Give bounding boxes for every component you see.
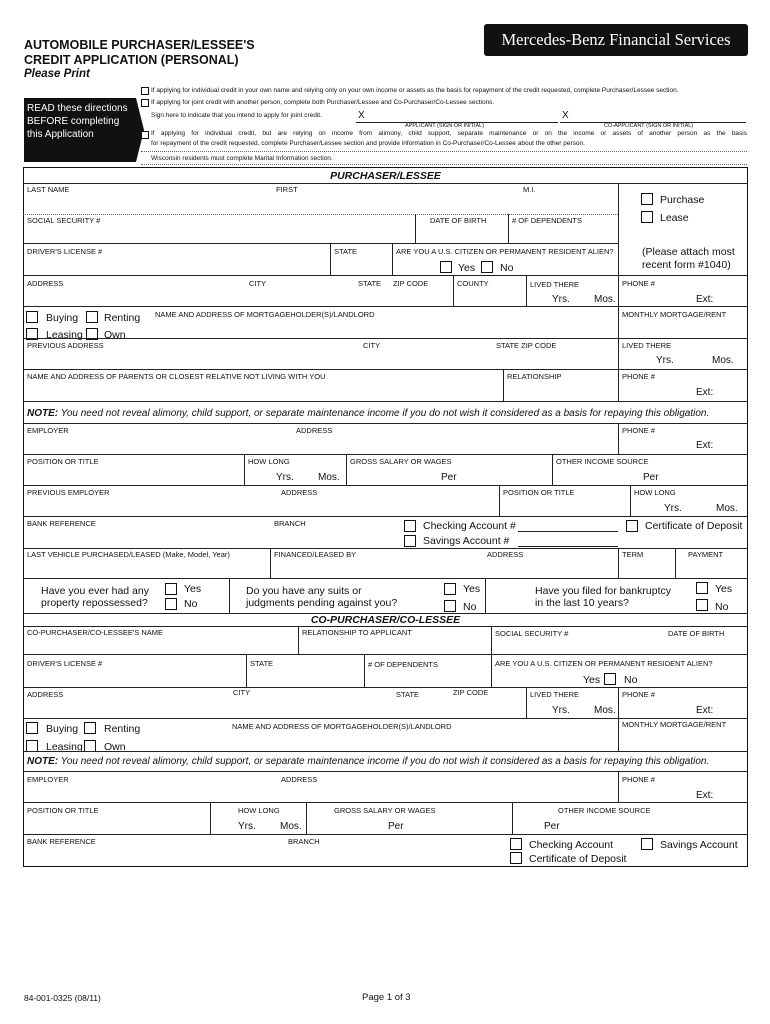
mi-label: M.I. (523, 185, 536, 194)
suits-no-label: No (463, 601, 477, 613)
co-name-label: CO-PURCHASER/CO-LESSEE'S NAME (27, 628, 164, 637)
co-renting-checkbox[interactable] (84, 722, 96, 734)
suits-question-1: Do you have any suits or (246, 585, 362, 597)
copurchaser-note (27, 756, 709, 768)
co-employer-ext-label: Ext: (696, 790, 714, 801)
lease-label: Lease (660, 212, 689, 224)
drivers-license-label: DRIVER'S LICENSE # (27, 247, 103, 256)
other-income-label: OTHER INCOME SOURCE (556, 457, 649, 466)
co-lived-mos-label: Mos. (594, 705, 616, 716)
leasing-label: Leasing (46, 329, 83, 341)
co-dl-state-label: STATE (250, 659, 274, 668)
co-dob-label: DATE OF BIRTH (668, 629, 725, 638)
co-position-label: POSITION OR TITLE (27, 806, 99, 815)
co-phone-ext-label: Ext: (696, 705, 714, 716)
citizen-yes-checkbox[interactable] (440, 261, 452, 273)
option-relying-text-1: If applying for individual credit, but are relying on income from alimony, child support, separate maintenance or on the income or assets of another person as the basis (151, 130, 747, 137)
address-label: ADDRESS (27, 279, 64, 288)
bankruptcy-no-checkbox[interactable] (696, 599, 708, 611)
page-number: Page 1 of 3 (362, 992, 411, 1003)
note-text: You need not reveal alimony, child support, or separate maintenance income if you do not wish it considered as a basis for repaying this obligation. (58, 408, 710, 419)
last-name-field[interactable] (25, 194, 617, 212)
co-monthly-mortgage-label: MONTHLY MORTGAGE/RENT (622, 720, 727, 729)
prev-how-long-label: HOW LONG (634, 488, 676, 497)
prev-city-label: CITY (363, 341, 381, 350)
zip-label: ZIP CODE (393, 279, 429, 288)
bank-branch-label: BRANCH (274, 519, 306, 528)
directions-arrow (136, 98, 144, 162)
directions-line1: READ these directions (27, 103, 128, 114)
wisconsin-note: Wisconsin residents must complete Marital Information section. (151, 155, 333, 162)
co-lived-yrs-label: Yrs. (552, 705, 570, 716)
address-field[interactable] (25, 288, 451, 304)
directions-line3: this Application (27, 129, 94, 140)
prev-lived-mos-label: Mos. (712, 355, 734, 366)
co-employer-phone-label: PHONE # (622, 775, 655, 784)
county-label: COUNTY (457, 279, 489, 288)
buying-label: Buying (46, 312, 79, 324)
co-salary-per-label: Per (388, 821, 404, 832)
relative-phone-label: PHONE # (622, 372, 655, 381)
coapplicant-signature-field[interactable] (560, 110, 746, 123)
co-how-long-label: HOW LONG (238, 806, 280, 815)
prev-how-long-mos: Mos. (716, 503, 738, 514)
co-note-text: You need not reveal alimony, child support, or separate maintenance income if you do not wish it considered as a basis for repaying this obligation. (58, 756, 710, 767)
bankruptcy-question-2: in the last 10 years? (535, 597, 629, 609)
form-title-line2: CREDIT APPLICATION (PERSONAL) (24, 53, 239, 67)
term-label: TERM (622, 550, 644, 559)
co-own-label: Own (104, 741, 126, 753)
brand-name: Mercedes-Benz Financial Services (501, 30, 731, 49)
co-citizen-yes-checkbox[interactable] (604, 673, 616, 685)
co-other-income-label: OTHER INCOME SOURCE (558, 806, 651, 815)
co-gross-salary-label: GROSS SALARY OR WAGES (334, 806, 436, 815)
sign-here-text: Sign here to indicate that you intend to apply for joint credit. (151, 112, 322, 119)
co-state-label: STATE (396, 690, 420, 699)
co-address-label: ADDRESS (27, 690, 64, 699)
citizen-question: ARE YOU A U.S. CITIZEN OR PERMANENT RESIDENT ALIEN? (396, 247, 614, 256)
option-relying-text-2: for repayment of the credit requested, complete Purchaser/Lessee section and provide information in Co-Purchaser/Co-Lessee about the other person. (151, 140, 585, 147)
bank-ref-label: BANK REFERENCE (27, 519, 96, 528)
applicant-sign-label: APPLICANT (SIGN OR INITIAL) (405, 123, 485, 129)
co-zip-label: ZIP CODE (453, 688, 489, 697)
co-citizen-question: ARE YOU A U.S. CITIZEN OR PERMANENT RESIDENT ALIEN? (495, 659, 713, 668)
citizen-no-label: No (500, 262, 514, 274)
bankruptcy-question-1: Have you filed for bankruptcy (535, 585, 671, 597)
how-long-mos: Mos. (318, 472, 340, 483)
repossessed-question-2: property repossessed? (41, 597, 148, 609)
co-citizen-yes-label: Yes (583, 674, 601, 686)
last-vehicle-label: LAST VEHICLE PURCHASED/LEASED (Make, Model, Year) (27, 550, 230, 559)
payment-label: PAYMENT (688, 550, 724, 559)
copurchaser-section-heading: CO-PURCHASER/CO-LESSEE (310, 614, 461, 626)
co-buying-checkbox[interactable] (26, 722, 38, 734)
dependents-label: # OF DEPENDENTS (512, 216, 583, 225)
prev-how-long-yrs: Yrs. (664, 503, 682, 514)
city-label: CITY (249, 279, 267, 288)
prev-lived-yrs-label: Yrs. (656, 355, 674, 366)
savings-account-label: Savings Account # (423, 535, 510, 547)
repossessed-no-checkbox[interactable] (165, 598, 177, 610)
please-print-label: Please Print (24, 68, 90, 80)
first-name-label: FIRST (276, 185, 298, 194)
coapplicant-sign-label: CO-APPLICANT (SIGN OR INITIAL) (604, 123, 694, 129)
renting-checkbox[interactable] (86, 311, 98, 323)
co-employer-address-label: ADDRESS (281, 775, 318, 784)
individual-credit-checkbox[interactable] (141, 87, 149, 95)
suits-no-checkbox[interactable] (444, 600, 456, 612)
purchase-label: Purchase (660, 194, 705, 206)
renting-label: Renting (104, 312, 141, 324)
applicant-signature-field[interactable] (356, 110, 558, 123)
purchaser-note (27, 408, 709, 420)
suits-question-2: judgments pending against you? (246, 597, 398, 609)
co-phone-label: PHONE # (622, 690, 655, 699)
relying-income-checkbox[interactable] (141, 131, 149, 139)
co-mortgage-holder-label: NAME AND ADDRESS OF MORTGAGEHOLDER(S)/LANDLORD (232, 722, 452, 731)
gross-salary-label: GROSS SALARY OR WAGES (350, 457, 452, 466)
dob-label: DATE OF BIRTH (430, 216, 487, 225)
lived-mos-label: Mos. (594, 294, 616, 305)
co-employer-label: EMPLOYER (27, 775, 69, 784)
prev-position-label: POSITION OR TITLE (503, 488, 575, 497)
lived-there-label: LIVED THERE (530, 280, 580, 289)
citizen-no-checkbox[interactable] (481, 261, 493, 273)
purchase-checkbox[interactable] (641, 193, 653, 205)
co-lived-there-label: LIVED THERE (530, 690, 580, 699)
directions-line2: BEFORE completing (27, 116, 120, 127)
co-bank-branch-label: BRANCH (288, 837, 320, 846)
bankruptcy-no-label: No (715, 601, 729, 613)
co-leasing-label: Leasing (46, 741, 83, 753)
suits-yes-label: Yes (463, 583, 481, 595)
dl-state-label: STATE (334, 247, 358, 256)
prev-employer-address-label: ADDRESS (281, 488, 318, 497)
citizen-yes-label: Yes (458, 262, 476, 274)
how-long-label: HOW LONG (248, 457, 290, 466)
co-checking-checkbox[interactable] (510, 838, 522, 850)
buying-checkbox[interactable] (26, 311, 38, 323)
checking-account-label: Checking Account # (423, 520, 516, 532)
prev-state-zip-label: STATE ZIP CODE (496, 341, 557, 350)
co-relationship-label: RELATIONSHIP TO APPLICANT (302, 628, 412, 637)
employer-address-label: ADDRESS (296, 426, 333, 435)
co-dependents-label: # OF DEPENDENTS (368, 660, 439, 669)
lived-yrs-label: Yrs. (552, 294, 570, 305)
monthly-mortgage-label: MONTHLY MORTGAGE/RENT (622, 310, 727, 319)
purchaser-section-heading: PURCHASER/LESSEE (330, 170, 441, 182)
co-savings-checkbox[interactable] (641, 838, 653, 850)
salary-per-label: Per (441, 472, 457, 483)
co-savings-label: Savings Account (660, 839, 738, 851)
employer-label: EMPLOYER (27, 426, 69, 435)
bankruptcy-yes-checkbox[interactable] (696, 582, 708, 594)
employer-phone-label: PHONE # (622, 426, 655, 435)
cd-label: Certificate of Deposit (645, 520, 743, 532)
attach-note-line1: (Please attach most (642, 246, 735, 258)
own-label: Own (104, 329, 126, 341)
relative-label: NAME AND ADDRESS OF PARENTS OR CLOSEST RELATIVE NOT LIVING WITH YOU (27, 372, 326, 381)
co-ssn-label: SOCIAL SECURITY # (495, 629, 569, 638)
co-cd-checkbox[interactable] (510, 852, 522, 864)
co-how-long-mos: Mos. (280, 821, 302, 832)
bankruptcy-yes-label: Yes (715, 583, 733, 595)
form-number: 84-001-0325 (08/11) (24, 993, 101, 1003)
phone-ext-label: Ext: (696, 294, 714, 305)
co-cd-label: Certificate of Deposit (529, 853, 627, 865)
joint-credit-checkbox[interactable] (141, 99, 149, 107)
co-drivers-license-label: DRIVER'S LICENSE # (27, 659, 103, 668)
prev-address-label: PREVIOUS ADDRESS (27, 341, 104, 350)
lease-checkbox[interactable] (641, 211, 653, 223)
repossessed-no-label: No (184, 598, 198, 610)
other-income-per-label: Per (643, 472, 659, 483)
co-bank-ref-label: BANK REFERENCE (27, 837, 96, 846)
ssn-label: SOCIAL SECURITY # (27, 216, 101, 225)
coapplicant-x-mark: X (562, 110, 569, 121)
co-buying-label: Buying (46, 723, 79, 735)
co-renting-label: Renting (104, 723, 141, 735)
repossessed-yes-checkbox[interactable] (165, 583, 177, 595)
applicant-x-mark: X (358, 110, 365, 121)
cd-checkbox[interactable] (626, 520, 638, 532)
last-name-label: LAST NAME (27, 185, 70, 194)
phone-label: PHONE # (622, 279, 655, 288)
checking-account-checkbox[interactable] (404, 520, 416, 532)
ssn-field[interactable] (25, 226, 413, 242)
option-joint-text: If applying for joint credit with another person, complete both Purchaser/Lessee and Co-Purchaser/Co-Lessee sections. (151, 99, 495, 106)
form-title-line1: AUTOMOBILE PURCHASER/LESSEE'S (24, 38, 255, 52)
attach-note-line2: recent form #1040) (642, 259, 731, 271)
state-label: STATE (358, 279, 382, 288)
suits-yes-checkbox[interactable] (444, 583, 456, 595)
co-city-label: CITY (233, 688, 251, 697)
vehicle-address-label: ADDRESS (487, 550, 524, 559)
co-how-long-yrs: Yrs. (238, 821, 256, 832)
how-long-yrs: Yrs. (276, 472, 294, 483)
relationship-label: RELATIONSHIP (507, 372, 562, 381)
option-individual-text: If applying for individual credit in your own name and relying only on your own income or assets as the basis for repayment of the credit requested, complete Purchaser/Lessee section. (151, 87, 679, 94)
relative-ext-label: Ext: (696, 387, 714, 398)
co-note-label: NOTE: (27, 756, 59, 767)
prev-employer-label: PREVIOUS EMPLOYER (27, 488, 110, 497)
employer-ext-label: Ext: (696, 440, 714, 451)
savings-account-checkbox[interactable] (404, 535, 416, 547)
repossessed-question-1: Have you ever had any (41, 585, 149, 597)
repossessed-yes-label: Yes (184, 583, 202, 595)
co-checking-label: Checking Account (529, 839, 614, 851)
prev-lived-label: LIVED THERE (622, 341, 672, 350)
financed-by-label: FINANCED/LEASED BY (274, 550, 357, 559)
co-citizen-no-label: No (624, 674, 638, 686)
note-label: NOTE: (27, 408, 59, 419)
co-other-income-per-label: Per (544, 821, 560, 832)
mortgage-holder-label: NAME AND ADDRESS OF MORTGAGEHOLDER(S)/LANDLORD (155, 310, 375, 319)
position-label: POSITION OR TITLE (27, 457, 99, 466)
